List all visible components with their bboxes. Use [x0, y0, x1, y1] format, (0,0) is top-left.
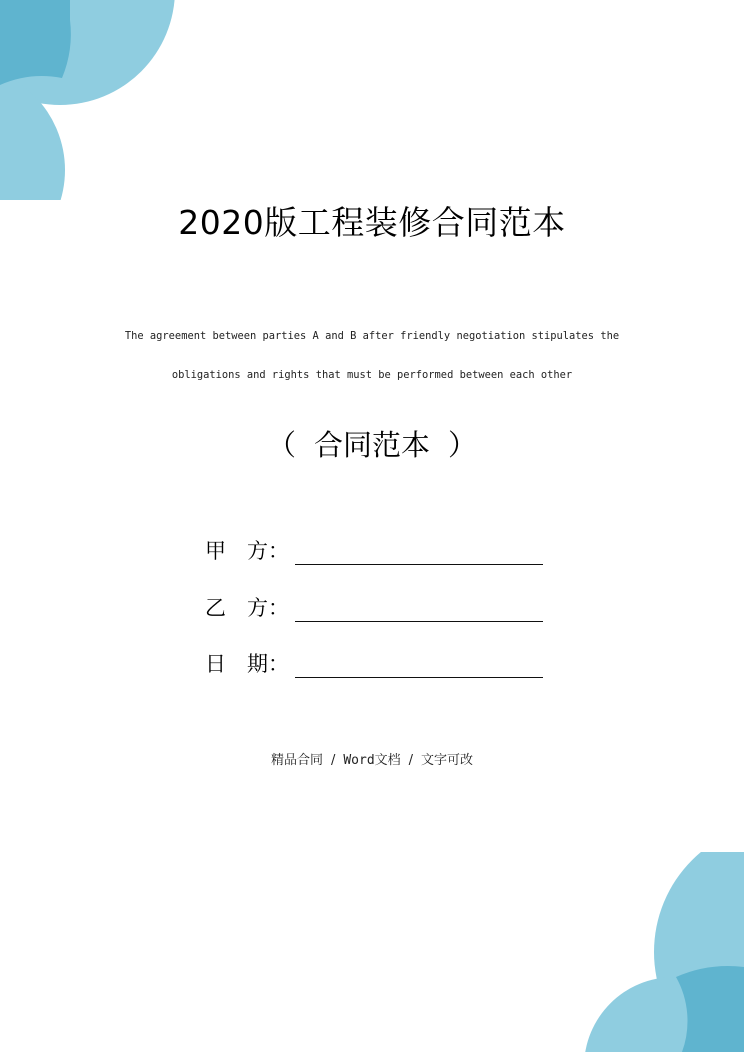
- bottom-right-decoration: [564, 852, 744, 1052]
- party-a-label-char: 甲: [205, 539, 226, 563]
- date-blank-line[interactable]: [295, 651, 543, 678]
- close-paren: ）: [448, 428, 478, 462]
- top-left-decoration: [0, 0, 180, 200]
- date-label: [205, 650, 293, 678]
- open-paren: （: [266, 428, 296, 462]
- party-a-label-suffix: 方：: [247, 539, 289, 563]
- date-label-char: 日: [205, 652, 226, 676]
- footer-separator-2: /: [408, 753, 414, 768]
- document-title: 2020版工程装修合同范本: [178, 203, 566, 242]
- deco-overlap: [0, 0, 71, 85]
- party-a-blank-line[interactable]: [295, 538, 543, 565]
- date-field: [205, 646, 543, 678]
- party-b-label-char: 乙: [205, 596, 226, 620]
- party-b-blank-line[interactable]: [295, 595, 543, 622]
- party-a-field: [205, 533, 543, 565]
- footer-separator-1: /: [330, 753, 336, 768]
- english-subtitle-line-2: obligations and rights that must be performed between each other: [171, 369, 573, 381]
- footer-note: [0, 749, 744, 768]
- footer-part-1: 精品合同: [270, 753, 323, 768]
- document-type-heading: [0, 420, 744, 470]
- date-label-suffix: 期：: [247, 652, 289, 676]
- party-b-label-suffix: 方：: [247, 596, 289, 620]
- footer-part-3: 文字可改: [421, 753, 474, 768]
- document-type-text: 合同范本: [313, 428, 430, 462]
- party-a-label: [205, 537, 293, 565]
- party-b-label: [205, 594, 293, 622]
- footer-part-2: Word文档: [343, 753, 401, 768]
- english-subtitle-line-1: The agreement between parties A and B after friendly negotiation stipulates the: [124, 330, 620, 342]
- party-b-field: [205, 590, 543, 622]
